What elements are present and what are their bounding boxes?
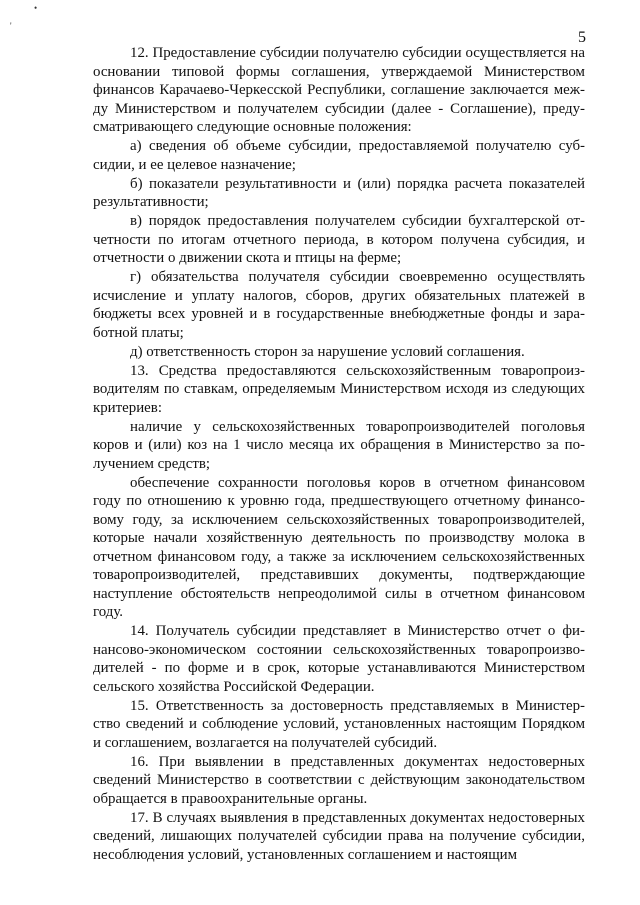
list-item-b: б) показатели результативности и (или) порядка расчета показателей результативности; xyxy=(93,175,585,210)
scan-mark: • xyxy=(34,3,38,13)
list-item-d: д) ответственность сторон за нарушение условий соглашения. xyxy=(130,343,525,360)
list-item-g: г) обязательства получателя субсидии своевременно осуществлять исчисление и уплату налогов, сборов, других обязательных платежей в бюджеты всех уровней и в государственные внебюджетные фонды и заработной платы; xyxy=(93,269,585,341)
paragraph-16: 16. При выявлении в представленных документах недостоверных сведений Министерство в соответствии с действующим законодательством обращается в правоохранительные органы. xyxy=(93,753,585,807)
paragraph-14: 14. Получатель субсидии представляет в Министерство отчет о финансово-экономическом состоянии сельскохозяйственных товаропроизводителей - по форме и в срок, которые устанавливаются Министерством сельского хозяйства Российской Федерации. xyxy=(93,623,585,695)
paragraph-12: 12. Предоставление субсидии получателю субсидии осуществляется на основании типовой формы соглашения, утверждаемой Министерством финансов Карачаево-Черкесской Республики, соглашение заключается между Министерством и получателем субсидии (далее - Соглашение), предусматривающего следующие основные положения: xyxy=(93,45,585,135)
document-body xyxy=(93,44,585,865)
criterion-paragraph: наличие у сельскохозяйственных товаропроизводителей поголовья коров и (или) коз на 1 число месяца их обращения в Министерство за получением средств; xyxy=(93,418,585,472)
scan-mark: ' xyxy=(10,21,12,31)
criterion-paragraph: обеспечение сохранности поголовья коров в отчетном финансовом году по отношению к уровню года, предшествующего отчетному финансовому году, за исключением сельскохозяйственных товаропроизводителей, которые начали хозяйственную деятельность по производству молока в отчетном финансовом году, а также за исключением сельскохозяйственных товаропроизводителей, представивших документы, подтверждающие наступление обстоятельств непреодолимой силы в отчетном финансовом году. xyxy=(93,474,585,620)
page-number: 5 xyxy=(578,29,586,46)
paragraph-13: 13. Средства предоставляются сельскохозяйственным товаропроизводителям по ставкам, определяемым Министерством исходя из следующих критериев: xyxy=(93,362,585,416)
list-item-a: а) сведения об объеме субсидии, предоставляемой получателю субсидии, и ее целевое назначение; xyxy=(93,138,585,173)
paragraph-15: 15. Ответственность за достоверность представляемых в Министерство сведений и соблюдение условий, установленных настоящим Порядком и соглашением, возлагается на получателей субсидий. xyxy=(93,697,585,751)
list-item-v: в) порядок предоставления получателем субсидии бухгалтерской отчетности по итогам отчетного периода, в котором получена субсидия, и отчетности о движении скота и птицы на ферме; xyxy=(93,213,585,266)
paragraph-17: 17. В случаях выявления в представленных документах недостоверных сведений, лишающих получателей субсидии права на получение субсидии, несоблюдения условий, установленных соглашением и настоящим xyxy=(93,809,585,863)
